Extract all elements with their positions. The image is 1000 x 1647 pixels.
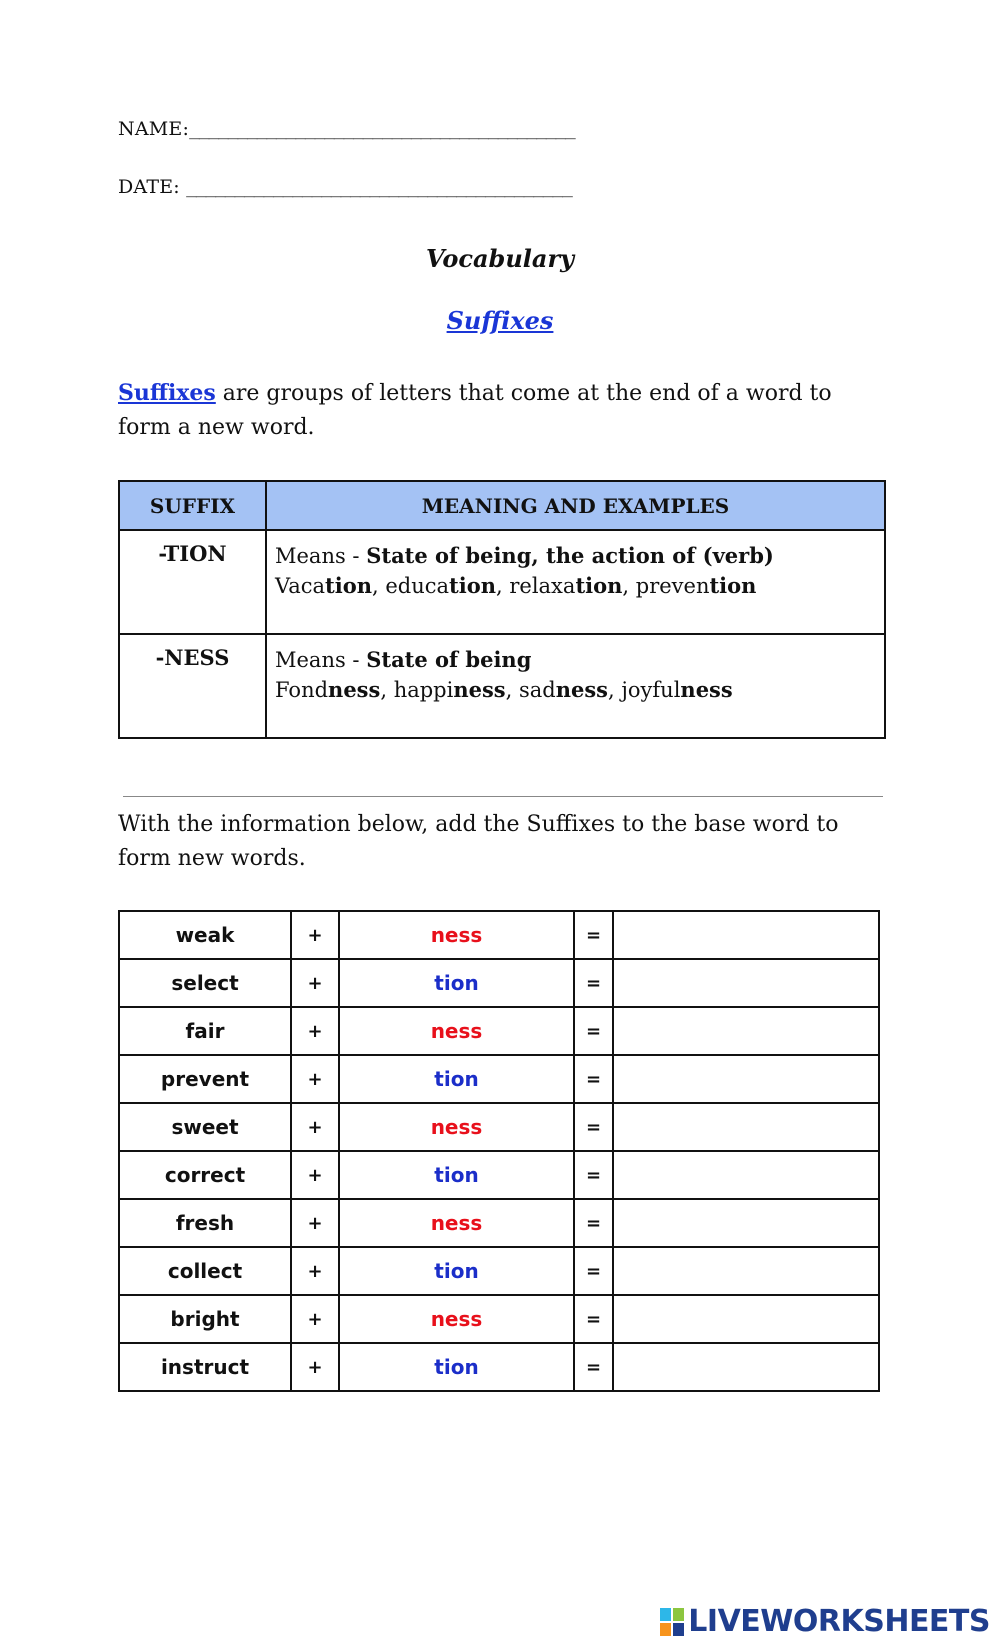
- answer-field[interactable]: [613, 911, 879, 959]
- suffix-word: tion: [339, 1247, 574, 1295]
- example-suffix: tion: [449, 573, 496, 598]
- exercise-row: [119, 1055, 879, 1103]
- suffix-word: tion: [339, 1055, 574, 1103]
- intro-paragraph: [118, 376, 888, 445]
- example-base: relaxa: [509, 574, 576, 598]
- example-suffix: tion: [325, 573, 372, 598]
- plus-sign: +: [291, 1247, 339, 1295]
- name-field: [118, 118, 575, 140]
- header-meaning: MEANING AND EXAMPLES: [266, 481, 885, 530]
- answer-field[interactable]: [613, 1007, 879, 1055]
- meaning-prefix: Means -: [275, 648, 367, 672]
- exercise-row: [119, 1343, 879, 1391]
- suffix-word: ness: [339, 1295, 574, 1343]
- base-word: collect: [119, 1247, 291, 1295]
- example-suffix: ness: [680, 677, 733, 702]
- meaning-prefix: Means -: [275, 544, 367, 568]
- base-word: fresh: [119, 1199, 291, 1247]
- answer-field[interactable]: [613, 1295, 879, 1343]
- divider: [123, 796, 883, 797]
- meaning-cell: [266, 530, 885, 634]
- exercise-row: [119, 1295, 879, 1343]
- name-blank[interactable]: ________________________________________: [189, 119, 575, 140]
- equals-sign: =: [574, 1055, 613, 1103]
- examples-line: [275, 571, 876, 601]
- example-suffix: ness: [453, 677, 506, 702]
- intro-keyword: Suffixes: [118, 380, 216, 406]
- example-base: Fond: [275, 678, 329, 702]
- example-base: sad: [518, 678, 556, 702]
- meaning-table: [118, 480, 886, 739]
- exercise-row: [119, 1007, 879, 1055]
- date-field: [118, 176, 572, 198]
- plus-sign: +: [291, 911, 339, 959]
- liveworksheets-logo-icon: [660, 1608, 684, 1636]
- equals-sign: =: [574, 1199, 613, 1247]
- equals-sign: =: [574, 1151, 613, 1199]
- example-base: joyful: [621, 678, 681, 702]
- exercise-row: [119, 1151, 879, 1199]
- meaning-line: [275, 645, 876, 675]
- exercise-table: [118, 910, 880, 1392]
- equals-sign: =: [574, 1007, 613, 1055]
- meaning-row: [119, 530, 885, 634]
- base-word: prevent: [119, 1055, 291, 1103]
- example-separator: ,: [505, 678, 519, 702]
- intro-text: are groups of letters that come at the end of a word to form a new word.: [118, 381, 832, 440]
- example-separator: ,: [608, 678, 622, 702]
- exercise-row: [119, 959, 879, 1007]
- page-title: Vocabulary: [425, 244, 575, 273]
- equals-sign: =: [574, 1343, 613, 1391]
- exercise-row: [119, 911, 879, 959]
- example-base: educa: [385, 574, 450, 598]
- example-base: preven: [635, 574, 710, 598]
- equals-sign: =: [574, 911, 613, 959]
- suffix-cell: -NESS: [119, 634, 266, 738]
- example-separator: ,: [380, 678, 394, 702]
- example-suffix: tion: [575, 573, 623, 598]
- plus-sign: +: [291, 1343, 339, 1391]
- meaning-definition: State of being: [366, 647, 532, 672]
- meaning-cell: [266, 634, 885, 738]
- example-separator: ,: [372, 574, 386, 598]
- base-word: select: [119, 959, 291, 1007]
- answer-field[interactable]: [613, 1151, 879, 1199]
- plus-sign: +: [291, 1199, 339, 1247]
- base-word: sweet: [119, 1103, 291, 1151]
- answer-field[interactable]: [613, 1055, 879, 1103]
- plus-sign: +: [291, 1295, 339, 1343]
- suffix-word: tion: [339, 959, 574, 1007]
- date-blank[interactable]: ________________________________________: [186, 177, 572, 198]
- example-suffix: ness: [328, 677, 381, 702]
- instructions: With the information below, add the Suffixes to the base word to form new words.: [118, 812, 839, 871]
- suffix-word: ness: [339, 1007, 574, 1055]
- exercise-row: [119, 1103, 879, 1151]
- exercise-row: [119, 1199, 879, 1247]
- example-base: happi: [393, 678, 454, 702]
- answer-field[interactable]: [613, 1343, 879, 1391]
- base-word: instruct: [119, 1343, 291, 1391]
- plus-sign: +: [291, 1055, 339, 1103]
- suffix-word: ness: [339, 911, 574, 959]
- exercise-row: [119, 1247, 879, 1295]
- name-label: NAME:: [118, 118, 190, 140]
- equals-sign: =: [574, 1295, 613, 1343]
- example-base: Vaca: [275, 574, 326, 598]
- answer-field[interactable]: [613, 1199, 879, 1247]
- equals-sign: =: [574, 1247, 613, 1295]
- liveworksheets-brand: [660, 1604, 990, 1639]
- header-suffix: SUFFIX: [119, 481, 266, 530]
- meaning-table-header: [119, 481, 885, 530]
- answer-field[interactable]: [613, 1103, 879, 1151]
- equals-sign: =: [574, 959, 613, 1007]
- example-separator: ,: [622, 574, 636, 598]
- plus-sign: +: [291, 1151, 339, 1199]
- example-suffix: ness: [555, 677, 609, 702]
- suffix-cell: -TION: [119, 530, 266, 634]
- plus-sign: +: [291, 1103, 339, 1151]
- meaning-row: [119, 634, 885, 738]
- base-word: fair: [119, 1007, 291, 1055]
- suffix-word: tion: [339, 1151, 574, 1199]
- plus-sign: +: [291, 1007, 339, 1055]
- example-suffix: tion: [709, 573, 757, 598]
- meaning-line: [275, 541, 876, 571]
- date-label: DATE:: [118, 176, 187, 198]
- meaning-definition: State of being, the action of (verb): [366, 543, 774, 568]
- suffix-word: tion: [339, 1343, 574, 1391]
- page-subtitle: Suffixes: [446, 306, 554, 335]
- plus-sign: +: [291, 959, 339, 1007]
- suffix-word: ness: [339, 1103, 574, 1151]
- base-word: weak: [119, 911, 291, 959]
- examples-line: [275, 675, 876, 705]
- example-separator: ,: [496, 574, 510, 598]
- answer-field[interactable]: [613, 1247, 879, 1295]
- base-word: bright: [119, 1295, 291, 1343]
- brand-name: LIVEWORKSHEETS: [688, 1604, 990, 1639]
- suffix-word: ness: [339, 1199, 574, 1247]
- answer-field[interactable]: [613, 959, 879, 1007]
- equals-sign: =: [574, 1103, 613, 1151]
- base-word: correct: [119, 1151, 291, 1199]
